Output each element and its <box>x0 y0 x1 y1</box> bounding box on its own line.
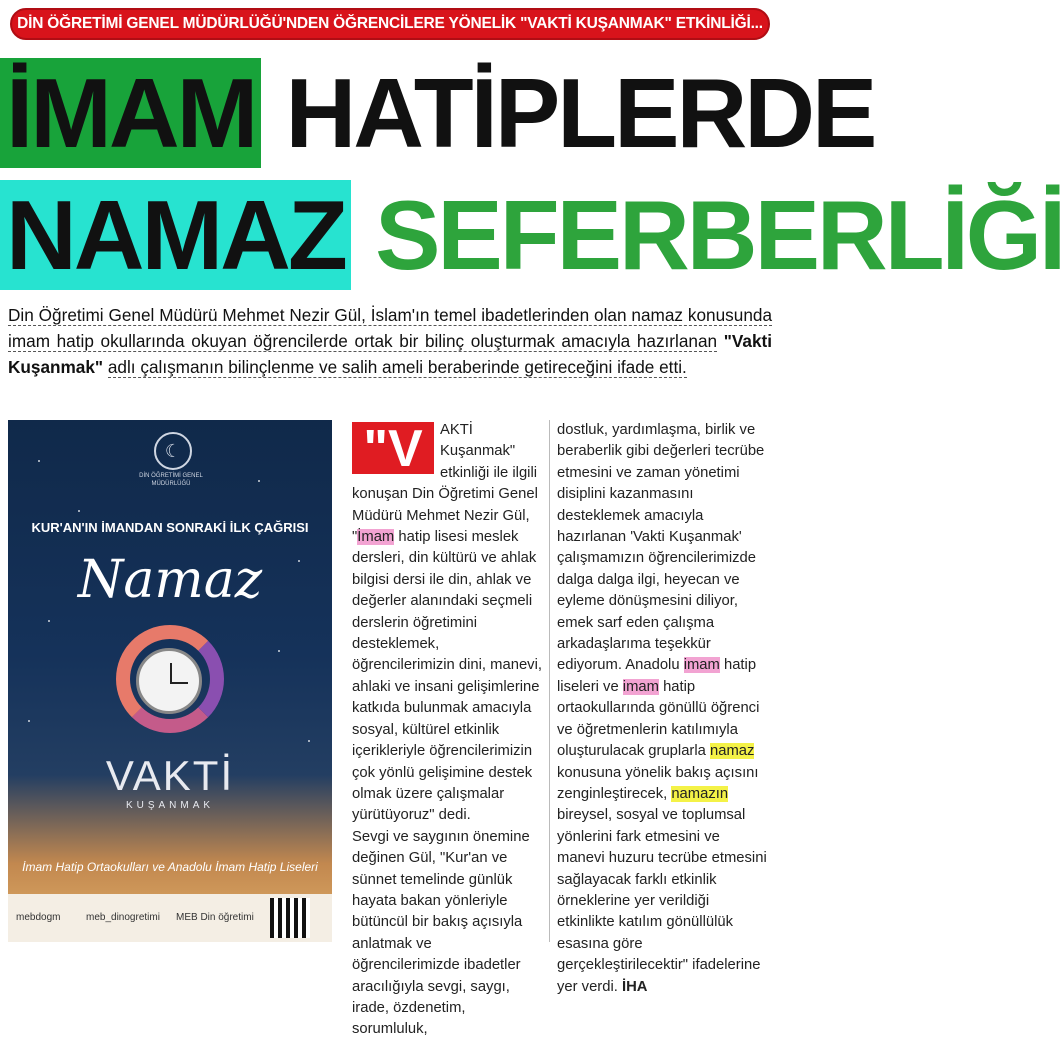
headline-imam: İMAM <box>0 58 261 168</box>
col3-text-b: hatip liseleri ve <box>557 657 757 695</box>
col2-text-a: AKTİ Kuşanmak" etkinliği ile ilgili konuşan Din Öğretimi Genel Müdürü Mehmet Nezir Gül, " <box>352 422 538 546</box>
col2-hl-imam: İmam <box>357 529 395 546</box>
col3-text-e: bireysel, sosyal ve toplumsal yönlerini fark etmesini ve manevi huzuru tecrübe etmesini sağlayacak farklı etkinlik örneklerine yer verildiği etkinlikte katılım gönüllülük esasına göre gerçekleştirilecektir" ifadelerine yer verdi. <box>557 807 767 995</box>
headline-namaz: NAMAZ <box>0 180 351 290</box>
col3-text-d: konusuna yönelik bakış açısını zenginleştirecek, <box>557 764 759 802</box>
headline-line-2 <box>0 180 1063 290</box>
lead-text: Din Öğretimi Genel Müdürü Mehmet Nezir Gül, İslam'ın temel ibadetlerinden olan namaz konusunda imam hatip okullarında okuyan öğrencilerde ortak bir bilinç oluşturmak amacıyla hazırlanan <box>8 305 772 351</box>
dropcap: "V <box>352 422 434 474</box>
source-credit: İHA <box>621 978 648 995</box>
poster-top-line: KUR'AN'IN İMANDAN SONRAKİ İLK ÇAĞRISI <box>31 520 309 535</box>
col2-paragraph-2: Sevgi ve saygının önemine değinen Gül, "Kur'an ve sünnet temelinde günlük hayata bakan yönleriyle bütüncül bir bakış açısıyla anlatmak ve öğrencilerimizde ibadetler aracılığıyla sevgi, saygı, irade, özdenetim, sorumluluk, <box>352 828 530 1038</box>
kicker-banner: DİN ÖĞRETİMİ GENEL MÜDÜRLÜĞÜ'NDEN ÖĞRENCİLERE YÖNELİK "VAKTİ KUŞANMAK" ETKİNLİĞİ... <box>10 8 770 40</box>
poster-logo-text: DİN ÖĞRETİMİ GENEL MÜDÜRLÜĞÜ <box>139 473 203 487</box>
col3-hl-namazin: namazın <box>671 785 729 802</box>
social-twitter: meb_dinogretimi <box>86 912 160 923</box>
poster-brand-main: VAKTİ <box>105 752 235 799</box>
social-youtube: MEB Din öğretimi <box>176 912 254 923</box>
ministry-logo-icon: ☾ <box>154 432 192 470</box>
column-divider <box>549 420 550 942</box>
col3-hl-imam-1: imam <box>683 657 720 674</box>
poster-image <box>8 420 332 942</box>
col3-text-a: dostluk, yardımlaşma, birlik ve beraberlik gibi değerleri tecrübe etmesini ve zaman yönetimi disiplini kazanmasını desteklemek amacıyla hazırlanan 'Vakti Kuşanmak' çalışmamızın öğrencilerimizde dalga dalga ilgi, heyecan ve eyleme dönüşmesini diliyor, emek sarf eden çalışma arkadaşlarıma teşekkür ediyorum. Anadolu <box>557 422 765 674</box>
lead-paragraph <box>8 302 772 380</box>
article-column-2 <box>352 420 542 1041</box>
article-column-3 <box>557 420 769 998</box>
col3-text-c: hatip ortaokullarında gönüllü öğrenci ve öğretmenlerin katılımıyla oluşturulacak gruplarla <box>557 678 760 760</box>
headline-hatiplerde: HATİPLERDE <box>285 58 875 168</box>
pocket-watch-icon <box>136 648 202 714</box>
poster-script-title: Namaz <box>77 550 263 610</box>
poster-footer <box>8 894 332 942</box>
col2-text-b: hatip lisesi meslek dersleri, din kültürü ve ahlak bilgisi dersi ile din, ahlak ve değerler alanındaki seçmeli derslerin öğretimini desteklemek, öğrencilerimizin dini, manevi, ahlaki ve insani gelişimlerine katkıda bulunmak amacıyla sosyal, kültürel etkinlik içerikleriyle öğrencilerimizin çok yönlü gelişimine destek olmak üzere çalışmalar yürütüyoruz" dedi. <box>352 529 542 824</box>
poster-brand-sub: KUŞANMAK <box>125 800 215 811</box>
lead-tail: adlı çalışmanın bilinçlenme ve salih ameli beraberinde getireceğini ifade etti. <box>107 357 687 377</box>
lead-bold: "Vakti Kuşanmak" <box>8 331 772 377</box>
col3-hl-namaz: namaz <box>709 743 755 760</box>
col3-hl-imam-2: imam <box>622 678 659 695</box>
social-instagram: mebdogm <box>16 912 61 923</box>
qr-code-icon <box>270 898 310 938</box>
poster-schools: İmam Hatip Ortaokulları ve Anadolu İmam Hatip Liseleri <box>22 860 318 874</box>
headline-seferberligi: SEFERBERLİĞİ <box>375 180 1063 290</box>
headline-line-1 <box>0 58 875 168</box>
